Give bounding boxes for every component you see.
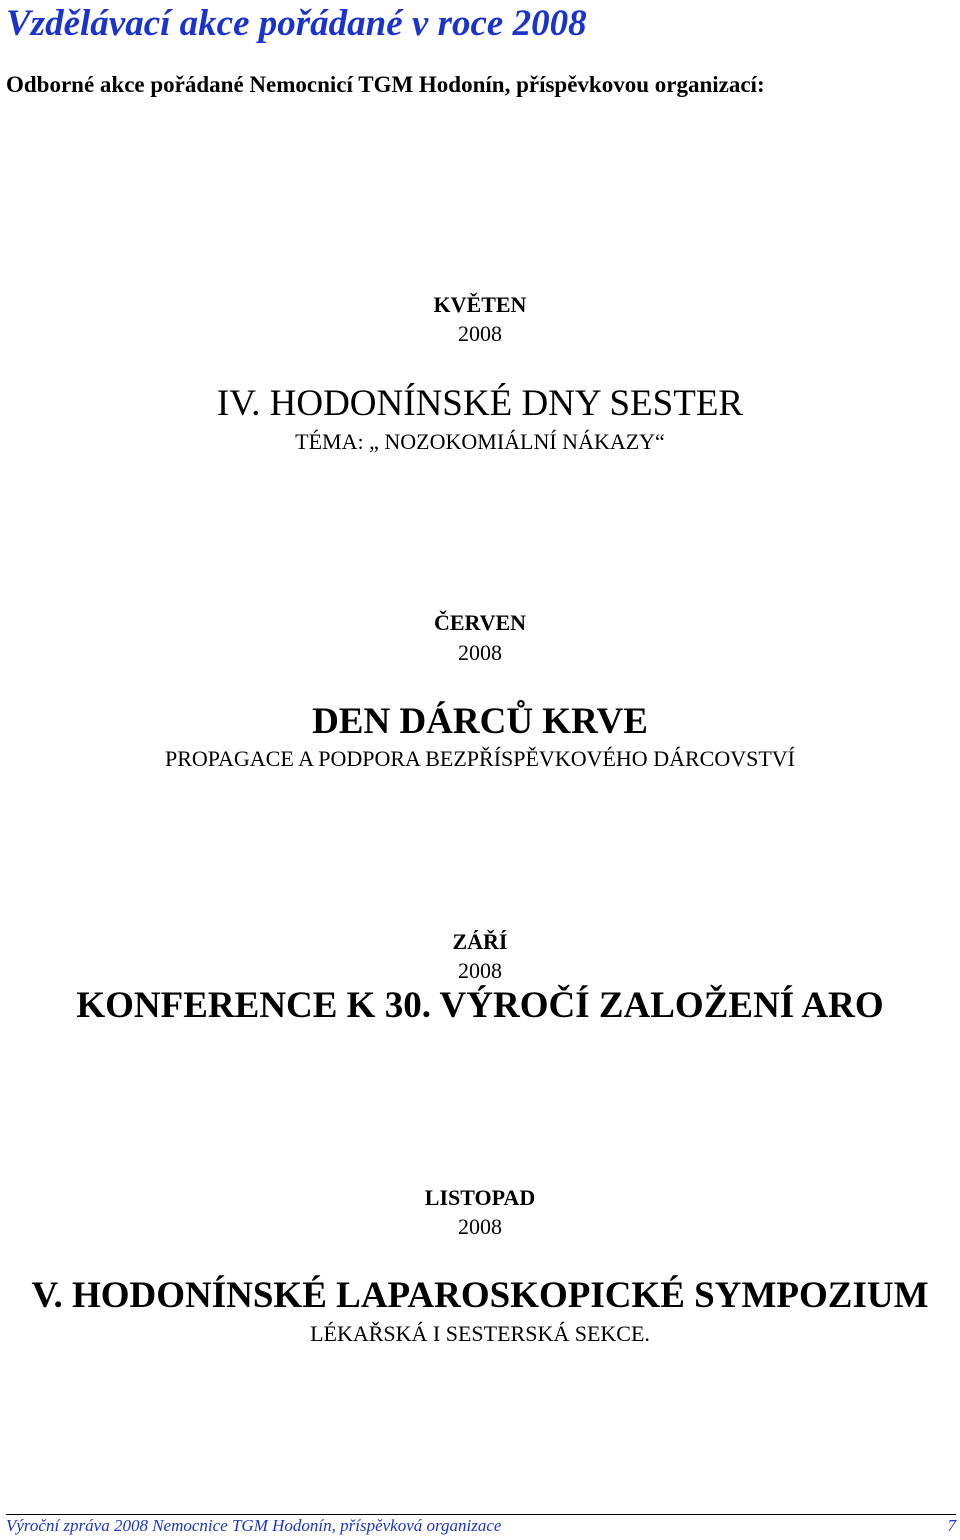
page-subtitle: Odborné akce pořádané Nemocnicí TGM Hodonín, příspěvkovou organizací:: [6, 72, 765, 97]
page-footer: [6, 1516, 956, 1536]
event-title: KONFERENCE K 30. VÝROČÍ ZALOŽENÍ ARO: [76, 985, 884, 1026]
event-title: IV. HODONÍNSKÉ DNY SESTER: [216, 383, 744, 424]
event-detail: PROPAGACE A PODPORA BEZPŘÍSPĚVKOVÉHO DÁRCOVSTVÍ: [165, 746, 795, 771]
event-title: DEN DÁRCŮ KRVE: [312, 701, 648, 742]
event-month: LISTOPAD: [424, 1185, 536, 1210]
event-year: 2008: [458, 321, 502, 346]
event-month: ČERVEN: [433, 610, 527, 635]
event-detail: LÉKAŘSKÁ I SESTERSKÁ SEKCE.: [310, 1321, 650, 1346]
event-month: ZÁŘÍ: [452, 929, 508, 954]
footer-text: Výroční zpráva 2008 Nemocnice TGM Hodonín, příspěvková organizace: [6, 1516, 502, 1535]
event-year: 2008: [458, 1214, 502, 1239]
footer-divider: [6, 1514, 956, 1515]
page-title: Vzdělávací akce pořádané v roce 2008: [6, 3, 587, 44]
page-number: 7: [947, 1516, 956, 1535]
event-year: 2008: [458, 640, 502, 665]
event-title: V. HODONÍNSKÉ LAPAROSKOPICKÉ SYMPOZIUM: [31, 1275, 929, 1316]
event-year: 2008: [458, 958, 502, 983]
event-month: KVĚTEN: [433, 292, 527, 317]
event-detail: TÉMA: „ NOZOKOMIÁLNÍ NÁKAZY“: [295, 429, 665, 454]
